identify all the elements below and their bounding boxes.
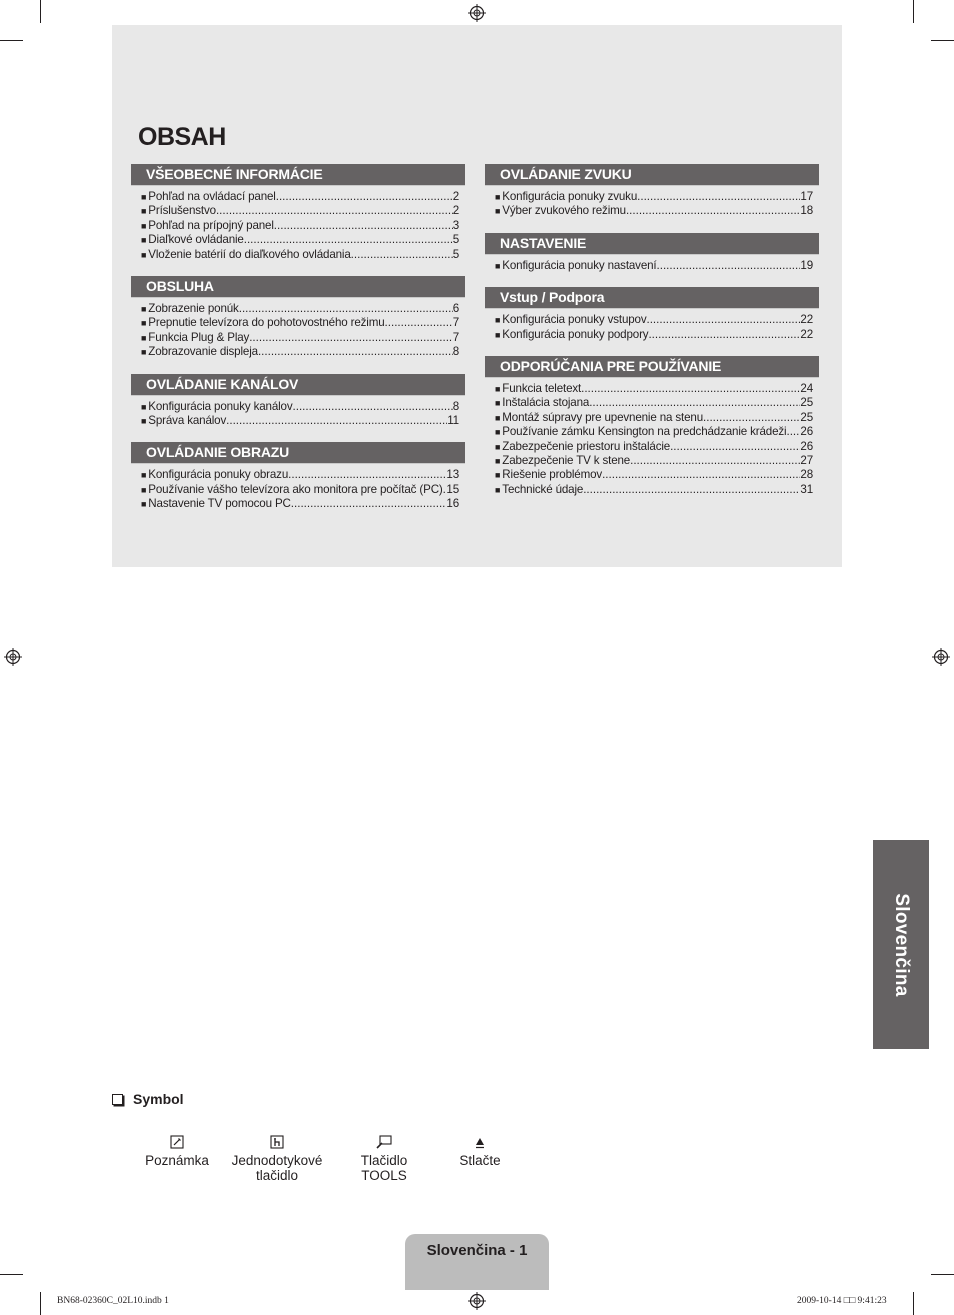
toc-entry-label: Správa kanálov xyxy=(148,413,227,427)
toc-entry-label: Zabezpečenie priestoru inštalácie xyxy=(502,439,671,453)
toc-entry-page: 22 xyxy=(800,313,813,327)
leader-dots xyxy=(602,468,800,482)
symbol-label-line2: TOOLS xyxy=(361,1168,407,1183)
toc-section-heading: OBSLUHA xyxy=(131,276,465,298)
toc-entry[interactable] xyxy=(495,454,813,468)
toc-entry[interactable] xyxy=(141,302,459,316)
toc-entry-label: Konfigurácia ponuky kanálov xyxy=(148,399,293,413)
toc-entry-label: Riešenie problémov xyxy=(502,468,603,482)
leader-dots xyxy=(670,440,800,454)
crop-mark xyxy=(913,1292,914,1315)
toc-entry-page: 7 xyxy=(452,316,459,330)
toc-section xyxy=(485,164,819,219)
square-bullet-icon: ■ xyxy=(495,470,501,481)
crop-mark xyxy=(40,1292,41,1315)
toc-entry[interactable] xyxy=(141,414,459,428)
toc-section-heading: OVLÁDANIE KANÁLOV xyxy=(131,374,465,396)
toc-item-list xyxy=(485,255,819,273)
leader-dots xyxy=(293,400,453,414)
registration-mark-icon xyxy=(932,648,950,666)
square-bullet-icon: ■ xyxy=(495,455,501,466)
toc-entry[interactable] xyxy=(495,204,813,218)
leader-dots xyxy=(626,204,800,218)
toc-entry[interactable] xyxy=(141,468,459,482)
square-bullet-icon: ■ xyxy=(141,401,147,412)
crop-mark xyxy=(931,40,954,41)
square-bullet-icon: ■ xyxy=(141,470,147,481)
note-icon xyxy=(140,1131,214,1153)
toc-entry[interactable] xyxy=(141,331,459,345)
toc-entry-label: Inštalácia stojana xyxy=(502,396,590,410)
toc-entry-label: Konfigurácia ponuky podpory xyxy=(502,327,649,341)
footer-file-name: BN68-02360C_02L10.indb 1 xyxy=(57,1296,169,1306)
one-touch-button-icon xyxy=(222,1131,332,1153)
toc-entry[interactable] xyxy=(495,382,813,396)
toc-entry-page: 19 xyxy=(800,258,813,272)
leader-dots xyxy=(703,411,800,425)
toc-section xyxy=(131,276,465,360)
toc-entry-label: Zabezpečenie TV k stene xyxy=(502,453,631,467)
toc-entry-page: 3 xyxy=(452,218,459,232)
checkbox-bullet-icon xyxy=(112,1094,123,1105)
toc-entry-page: 2 xyxy=(452,190,459,203)
square-bullet-icon: ■ xyxy=(495,441,501,452)
square-bullet-icon: ■ xyxy=(141,249,147,260)
leader-dots xyxy=(583,483,800,497)
toc-entry-label: Funkcia teletext xyxy=(502,381,582,395)
toc-section-heading: VŠEOBECNÉ INFORMÁCIE xyxy=(131,164,465,186)
toc-entry[interactable] xyxy=(141,190,459,204)
symbol-heading-label: Symbol xyxy=(133,1091,184,1107)
toc-entry[interactable] xyxy=(141,248,459,262)
toc-item-list xyxy=(131,186,465,262)
toc-entry-label: Prepnutie televízora do pohotovostného režimu xyxy=(148,316,385,330)
toc-entry-label: Technické údaje xyxy=(502,482,584,496)
toc-entry-page: 6 xyxy=(452,301,459,315)
toc-entry[interactable] xyxy=(495,483,813,497)
toc-column-left xyxy=(131,164,465,511)
toc-entry[interactable] xyxy=(495,396,813,410)
symbol-tools-button xyxy=(346,1131,422,1183)
toc-item-list xyxy=(485,186,819,219)
symbol-label: Tlačidlo xyxy=(360,1153,408,1168)
symbol-heading xyxy=(112,1091,184,1107)
toc-entry[interactable] xyxy=(141,483,459,497)
press-icon xyxy=(448,1131,512,1153)
toc-entry-page: 22 xyxy=(800,327,813,341)
toc-entry[interactable] xyxy=(495,468,813,482)
leader-dots xyxy=(589,396,800,410)
square-bullet-icon: ■ xyxy=(141,220,147,231)
square-bullet-icon: ■ xyxy=(495,206,501,217)
page-number-label: Slovenčina - 1 xyxy=(426,1242,528,1259)
crop-mark xyxy=(0,40,23,41)
symbol-note xyxy=(140,1131,214,1168)
leader-dots xyxy=(244,233,453,247)
toc-entry-page: 25 xyxy=(800,396,813,410)
square-bullet-icon: ■ xyxy=(141,235,147,246)
square-bullet-icon: ■ xyxy=(141,303,147,314)
symbol-one-touch-button xyxy=(222,1131,332,1183)
leader-dots xyxy=(646,313,800,327)
toc-section-heading: OVLÁDANIE OBRAZU xyxy=(131,442,465,464)
leader-dots xyxy=(291,497,447,511)
toc-entry-page: 8 xyxy=(452,345,459,359)
toc-entry-label: Pohľad na ovládací panel xyxy=(148,190,276,203)
toc-entry[interactable] xyxy=(141,345,459,359)
crop-mark xyxy=(40,0,41,23)
toc-entry[interactable] xyxy=(495,411,813,425)
leader-dots xyxy=(637,190,800,204)
toc-entry[interactable] xyxy=(141,204,459,218)
toc-entry-page: 5 xyxy=(452,247,459,261)
square-bullet-icon: ■ xyxy=(141,192,147,202)
symbol-label: Jednodotykové xyxy=(231,1153,323,1168)
toc-entry[interactable] xyxy=(495,425,813,439)
leader-dots xyxy=(630,454,800,468)
language-side-tab xyxy=(873,840,929,1049)
toc-entry-page: 26 xyxy=(800,425,813,439)
toc-entry-page: 26 xyxy=(800,439,813,453)
page-number-tab xyxy=(405,1234,549,1290)
toc-section xyxy=(131,164,465,262)
square-bullet-icon: ■ xyxy=(495,329,501,340)
toc-entry-label: Konfigurácia ponuky vstupov xyxy=(502,313,647,327)
leader-dots xyxy=(258,345,453,359)
tools-button-icon xyxy=(346,1131,422,1153)
toc-entry-page: 17 xyxy=(800,190,813,203)
square-bullet-icon: ■ xyxy=(141,318,147,329)
leader-dots xyxy=(385,316,453,330)
toc-entry-page: 27 xyxy=(800,453,813,467)
crop-mark xyxy=(0,1274,23,1275)
toc-entry-page: 18 xyxy=(800,204,813,218)
toc-section xyxy=(485,287,819,342)
toc-entry-label: Používanie vášho televízora ako monitora pre počítač (PC) xyxy=(148,482,443,496)
square-bullet-icon: ■ xyxy=(495,192,501,202)
toc-entry[interactable] xyxy=(141,497,459,511)
square-bullet-icon: ■ xyxy=(141,347,147,358)
toc-entry-page: 16 xyxy=(446,497,459,511)
toc-section xyxy=(485,356,819,497)
square-bullet-icon: ■ xyxy=(495,398,501,409)
square-bullet-icon: ■ xyxy=(495,427,501,438)
leader-dots xyxy=(581,382,800,396)
toc-entry-label: Zobrazovanie displeja xyxy=(148,345,258,359)
leader-dots xyxy=(216,204,453,218)
toc-entry-label: Konfigurácia ponuky obrazu xyxy=(148,468,289,482)
toc-section-heading: NASTAVENIE xyxy=(485,233,819,255)
toc-entry-page: 11 xyxy=(447,413,459,427)
toc-entry-label: Diaľkové ovládanie xyxy=(148,233,244,247)
toc-entry-label: Konfigurácia ponuky zvuku xyxy=(502,190,638,203)
toc-section xyxy=(131,442,465,511)
registration-mark-icon xyxy=(4,648,22,666)
language-side-tab-label: Slovenčina xyxy=(891,892,912,997)
toc-entry-page: 24 xyxy=(800,381,813,395)
toc-item-list xyxy=(485,378,819,497)
square-bullet-icon: ■ xyxy=(495,412,501,423)
toc-entry-page: 7 xyxy=(452,330,459,344)
toc-entry-page: 31 xyxy=(800,482,813,496)
toc-entry-page: 25 xyxy=(800,410,813,424)
toc-entry[interactable] xyxy=(495,328,813,342)
symbol-press xyxy=(448,1131,512,1168)
page-title: OBSAH xyxy=(138,123,226,151)
square-bullet-icon: ■ xyxy=(495,484,501,495)
toc-column-right xyxy=(485,164,819,497)
square-bullet-icon: ■ xyxy=(495,383,501,394)
square-bullet-icon: ■ xyxy=(141,332,147,343)
crop-mark xyxy=(913,0,914,23)
toc-entry-page: 28 xyxy=(800,468,813,482)
toc-entry-page: 2 xyxy=(452,204,459,218)
square-bullet-icon: ■ xyxy=(141,499,147,510)
toc-section-heading: OVLÁDANIE ZVUKU xyxy=(485,164,819,186)
toc-entry-page: 15 xyxy=(446,482,459,496)
toc-entry[interactable] xyxy=(495,440,813,454)
toc-entry-page: 8 xyxy=(452,399,459,413)
toc-entry-label: Vloženie batérií do diaľkového ovládania xyxy=(148,247,351,261)
symbol-label: Stlačte xyxy=(459,1153,501,1168)
leader-dots xyxy=(648,328,800,342)
toc-entry-label: Pohľad na prípojný panel xyxy=(148,218,274,232)
toc-entry[interactable] xyxy=(141,233,459,247)
toc-entry-label: Používanie zámku Kensington na predchádzanie krádeži xyxy=(502,425,787,439)
crop-mark xyxy=(931,1274,954,1275)
leader-dots xyxy=(288,468,446,482)
registration-mark-icon xyxy=(468,1292,486,1310)
toc-entry[interactable] xyxy=(495,190,813,204)
leader-dots xyxy=(249,331,452,345)
toc-entry-label: Zobrazenie ponúk xyxy=(148,301,239,315)
leader-dots xyxy=(239,302,453,316)
leader-dots xyxy=(657,259,801,273)
registration-mark-icon xyxy=(468,4,486,22)
square-bullet-icon: ■ xyxy=(141,484,147,495)
toc-entry[interactable] xyxy=(141,219,459,233)
toc-entry-label: Konfigurácia ponuky nastavení xyxy=(502,258,657,272)
toc-item-list xyxy=(131,396,465,429)
toc-item-list xyxy=(131,298,465,360)
leader-dots xyxy=(226,414,447,428)
toc-entry[interactable] xyxy=(495,259,813,273)
symbol-label: Poznámka xyxy=(145,1153,209,1168)
leader-dots xyxy=(274,219,453,233)
toc-entry-label: Výber zvukového režimu xyxy=(502,204,626,218)
toc-entry[interactable] xyxy=(495,313,813,327)
square-bullet-icon: ■ xyxy=(141,206,147,217)
footer-timestamp: 2009-10-14 □□ 9:41:23 xyxy=(797,1296,887,1306)
toc-section-heading: Vstup / Podpora xyxy=(485,287,819,309)
leader-dots xyxy=(276,190,453,204)
leader-dots xyxy=(786,425,800,439)
toc-entry[interactable] xyxy=(141,316,459,330)
square-bullet-icon: ■ xyxy=(141,415,147,426)
toc-section xyxy=(485,233,819,273)
toc-entry-page: 13 xyxy=(446,468,459,482)
square-bullet-icon: ■ xyxy=(495,315,501,326)
square-bullet-icon: ■ xyxy=(495,260,501,271)
toc-entry-label: Montáž súpravy pre upevnenie na stenu xyxy=(502,410,703,424)
toc-item-list xyxy=(485,309,819,342)
toc-section-heading: ODPORÚČANIA PRE POUŽÍVANIE xyxy=(485,356,819,378)
toc-section xyxy=(131,374,465,429)
leader-dots xyxy=(351,248,453,262)
toc-entry-label: Funkcia Plug & Play xyxy=(148,330,250,344)
toc-entry-page: 5 xyxy=(452,233,459,247)
toc-item-list xyxy=(131,464,465,511)
toc-entry-label: Príslušenstvo xyxy=(148,204,216,218)
toc-entry[interactable] xyxy=(141,400,459,414)
symbol-label-line2: tlačidlo xyxy=(255,1168,299,1183)
toc-entry-label: Nastavenie TV pomocou PC xyxy=(148,497,291,511)
